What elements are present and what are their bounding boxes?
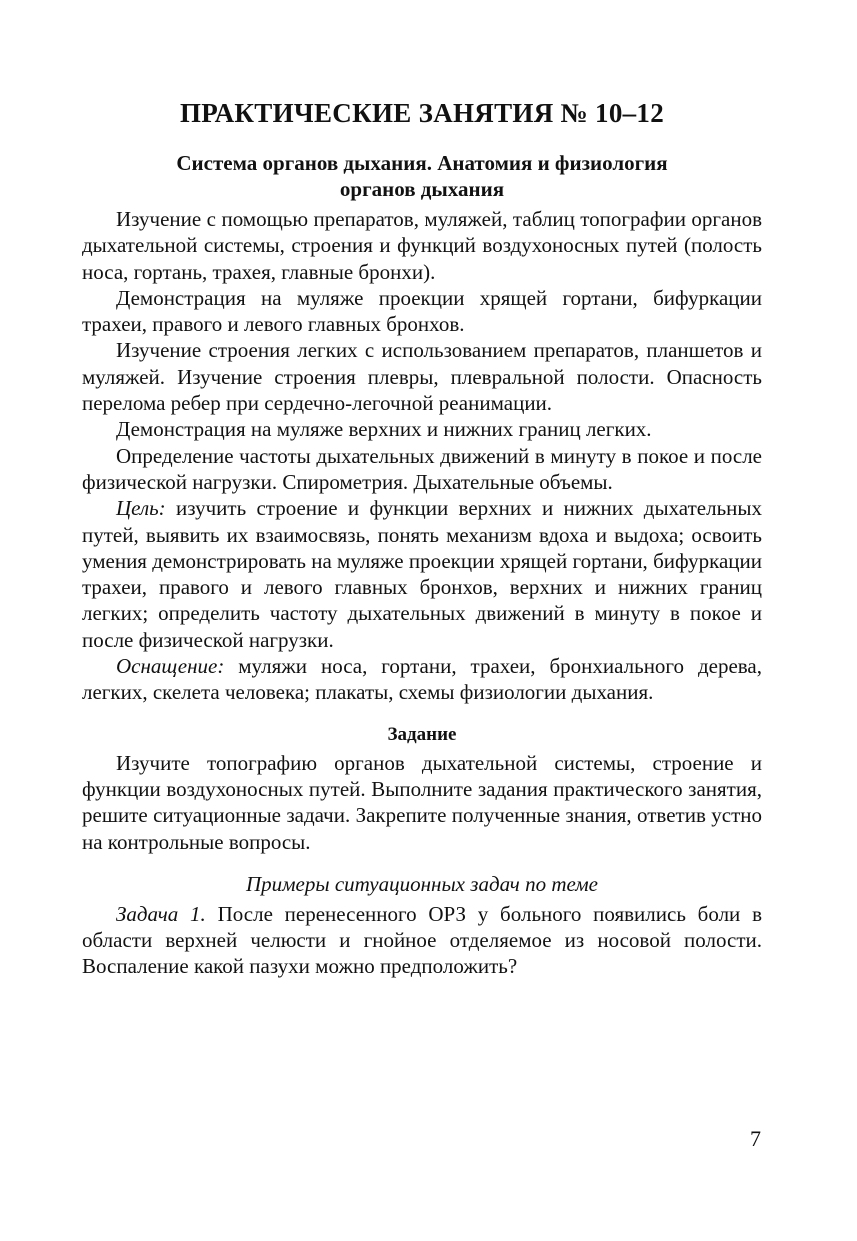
subtitle-line-1: Система органов дыхания. Анатомия и физиология xyxy=(176,151,668,175)
intro-paragraph: Изучение с помощью препаратов, муляжей, таблиц топографии органов дыхательной системы, строения и функций воздухоносных путей (полость носа, гортань, трахея, главные бронхи). xyxy=(82,207,762,284)
page-content xyxy=(82,96,762,980)
intro-paragraph: Демонстрация на муляже верхних и нижних границ легких. xyxy=(116,417,652,442)
equipment-paragraph xyxy=(82,653,762,706)
subtitle-line-2: органов дыхания xyxy=(339,177,505,201)
examples-heading: Примеры ситуационных задач по теме xyxy=(245,871,599,896)
goal-text: изучить строение и функции верхних и нижних дыхательных путей, выявить их взаимосвязь, понять механизм вдоха и выдоха; освоить умения демонстрировать на муляже проекции хрящей гортани, бифуркации трахеи, правого и левого главных бронхов, верхних и нижних границ легких; определить частоту дыхательных движений в минуту в покое и после физической нагрузки. xyxy=(82,496,762,652)
section-subtitle xyxy=(82,150,762,202)
goal-paragraph xyxy=(82,495,762,653)
task-paragraph: Изучите топографию органов дыхательной системы, строение и функции воздухоносных путей. Выполните задания практического занятия, решите ситуационные задачи. Закрепите полученные знания, ответив устно на контрольные вопросы. xyxy=(82,750,762,854)
equipment-label: Оснащение: xyxy=(116,654,225,679)
intro-paragraph: Изучение строения легких с использованием препаратов, планшетов и муляжей. Изучение строения плевры, плевральной полости. Опасность перелома ребер при сердечно-легочной реанимации. xyxy=(82,338,762,416)
problem-1-text: После перенесенного ОРЗ у больного появились боли в области верхней челюсти и гнойное отделяемое из носовой полости. Воспаление какой пазухи можно предположить? xyxy=(82,901,762,979)
problem-1-paragraph xyxy=(82,901,762,980)
page-number: 7 xyxy=(750,1126,761,1151)
goal-label: Цель: xyxy=(116,496,166,521)
intro-paragraph: Демонстрация на муляже проекции хрящей гортани, бифуркации трахеи, правого и левого главных бронхов. xyxy=(82,285,762,337)
problem-1-label: Задача 1. xyxy=(116,901,206,926)
page-title: ПРАКТИЧЕСКИЕ ЗАНЯТИЯ № 10–12 xyxy=(179,98,665,128)
task-heading: Задание xyxy=(387,723,457,745)
intro-paragraph: Определение частоты дыхательных движений в минуту в покое и после физической нагрузки. Спирометрия. Дыхательные объемы. xyxy=(82,443,762,494)
equipment-text: муляжи носа, гортани, трахеи, бронхиального дерева, легких, скелета человека; плакаты, схемы физиологии дыхания. xyxy=(82,654,762,705)
